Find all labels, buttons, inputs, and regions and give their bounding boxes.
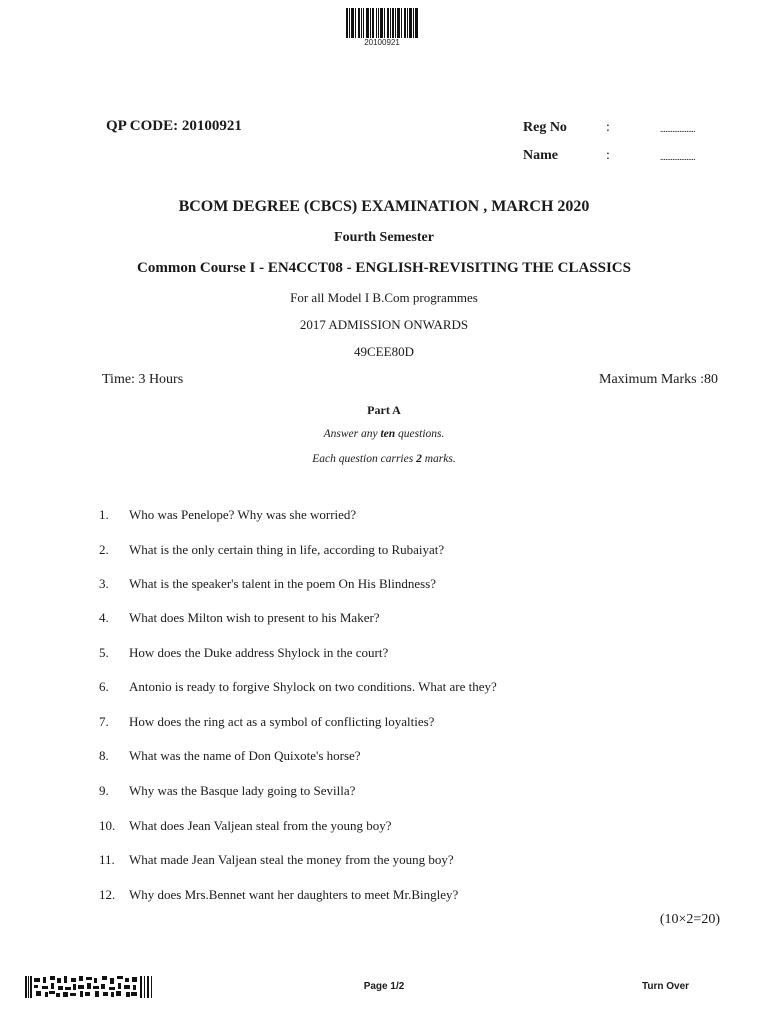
reg-no-label: Reg No [523,120,567,135]
question-item [99,542,444,558]
max-marks: Maximum Marks :80 [599,372,718,387]
qp-code: QP CODE: 20100921 [106,118,242,134]
question-number: 9. [99,783,109,798]
question-text: What is the speaker's talent in the poem On His Blindness? [129,576,437,591]
admission-year: 2017 ADMISSION ONWARDS [299,317,469,332]
question-text: What does Milton wish to present to his Maker? [129,610,380,625]
question-item [99,714,434,730]
question-text: Why does Mrs.Bennet want her daughters to meet Mr.Bingley? [129,887,459,902]
instruction-text: questions. [395,428,445,440]
question-number: 2. [99,542,109,557]
question-number: 10. [99,818,116,833]
question-number: 12. [99,887,116,902]
course-title: Common Course I - EN4CCT08 - ENGLISH-REVISITING THE CLASSICS [137,260,631,276]
question-number: 1. [99,507,109,522]
name-field: .................... [660,152,695,162]
question-text: What was the name of Don Quixote's horse? [129,748,361,763]
part-title: Part A [367,403,401,417]
question-number: 4. [99,610,109,625]
instruction-marks [0,453,768,465]
exam-time: Time: 3 Hours [102,372,184,387]
instruction-text: marks. [421,453,456,465]
question-number: 8. [99,748,109,763]
question-item [99,610,380,626]
exam-title: BCOM DEGREE (CBCS) EXAMINATION , MARCH 2020 [178,198,590,215]
reg-no-colon: : [606,120,610,135]
question-number: 5. [99,645,109,660]
marks-total: (10×2=20) [659,912,720,927]
question-number: 7. [99,714,109,729]
name-label: Name [523,148,558,163]
paper-code: 49CEE80D [354,344,414,359]
question-item [99,783,355,799]
instruction-text: Each question carries [312,453,417,465]
question-item [99,818,392,834]
question-text: What does Jean Valjean steal from the young boy? [129,818,392,833]
question-number: 3. [99,576,109,591]
question-item [99,852,454,868]
barcode-number: 20100921 [364,38,400,47]
barcode-image [346,8,418,38]
question-item [99,576,436,592]
instruction-answer-count [0,428,768,440]
question-text: Who was Penelope? Why was she worried? [129,507,357,522]
name-colon: : [606,148,610,163]
question-item [99,507,356,523]
programme: For all Model I B.Com programmes [290,290,478,305]
instruction-emphasis: 2 [416,453,422,465]
question-item [99,748,361,764]
question-item [99,679,497,695]
page-number: Page 1/2 [363,981,405,992]
semester: Fourth Semester [334,230,434,245]
question-text: What is the only certain thing in life, according to Rubaiyat? [129,542,445,557]
turn-over-label: Turn Over [642,981,690,992]
instruction-emphasis: ten [380,428,396,440]
reg-no-field: .................... [660,124,695,134]
question-number: 11. [99,852,115,867]
question-text: How does the ring act as a symbol of conflicting loyalties? [129,714,435,729]
instruction-text: Answer any [323,428,381,440]
question-text: What made Jean Valjean steal the money from the young boy? [129,852,454,867]
question-text: Antonio is ready to forgive Shylock on two conditions. What are they? [129,679,497,694]
question-item [99,887,458,903]
question-text: How does the Duke address Shylock in the court? [129,645,389,660]
question-number: 6. [99,679,109,694]
question-text: Why was the Basque lady going to Sevilla? [129,783,356,798]
question-item [99,645,388,661]
